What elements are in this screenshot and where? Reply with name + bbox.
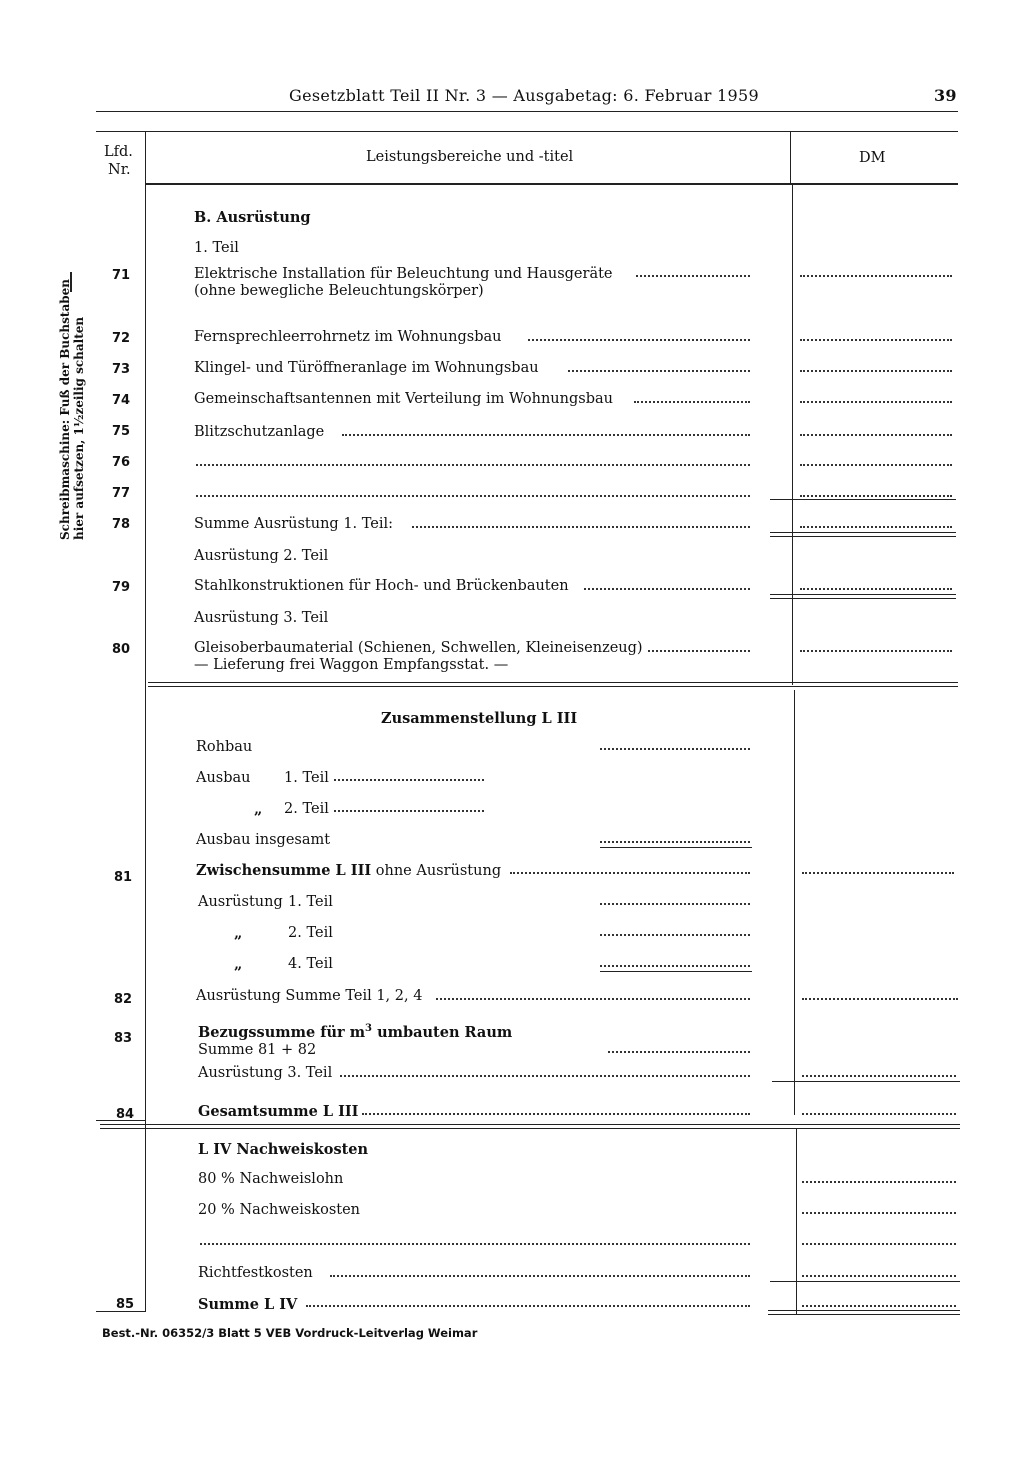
leader-dots (362, 1113, 750, 1115)
row-nr-82: 82 (114, 992, 133, 1007)
col-divider-dm-z (794, 690, 795, 1115)
leader-dots (436, 998, 750, 1000)
z-a-teil4: 4. Teil (288, 956, 333, 972)
leader-dots (648, 650, 750, 652)
row-nr-79: 79 (112, 580, 131, 595)
leader-dots (510, 872, 750, 874)
z-ausbau-insgesamt: Ausbau insgesamt (196, 832, 331, 848)
dm-dots (802, 1212, 956, 1214)
table-head-rule (146, 183, 958, 185)
dm-dots (800, 275, 952, 277)
double-rule-78 (770, 532, 956, 537)
row-nr-76: 76 (112, 455, 131, 470)
leader-dots (600, 903, 750, 905)
liv-heading: L IV Nachweiskosten (198, 1141, 369, 1158)
dm-dots (800, 370, 952, 372)
row-nr-71: 71 (112, 268, 131, 283)
z-a-teil2: 2. Teil (288, 925, 333, 941)
z-ausbau: Ausbau (196, 770, 251, 786)
row-nr-77: 77 (112, 486, 131, 501)
dm-dots (802, 1275, 956, 1277)
col-head-leistung: Leistungsbereiche und -titel (366, 149, 574, 165)
row-text-83-a3: Ausrüstung 3. Teil (198, 1065, 333, 1081)
z-ausbau-teil2: 2. Teil (284, 801, 329, 817)
sum-rule (772, 1081, 960, 1082)
section-separator-84 (100, 1124, 960, 1129)
section-b-teil3: Ausrüstung 3. Teil (194, 610, 329, 626)
row-text-83-a: Bezugssumme für m (198, 1024, 366, 1041)
dm-dots (800, 495, 952, 497)
dm-dots (800, 464, 952, 466)
col-divider-nr (145, 131, 146, 1312)
row-nr-85: 85 (116, 1297, 135, 1312)
leader-dots (528, 339, 750, 341)
margin-note (58, 279, 86, 540)
col-head-dm: DM (859, 150, 886, 166)
double-rule-85 (768, 1310, 960, 1315)
leader-dots (600, 841, 750, 843)
sum-rule (600, 847, 752, 848)
dm-dots (802, 1075, 956, 1077)
dm-dots (802, 872, 954, 874)
dm-dots (802, 1243, 956, 1245)
z-ditto: „ (254, 801, 263, 818)
row-text-81-rest: ohne Ausrüstung (375, 863, 502, 879)
row-text-71-sub: (ohne bewegliche Beleuchtungskörper) (194, 283, 484, 299)
zusammenstellung-heading: Zusammenstellung L III (381, 710, 578, 727)
row-text-72: Fernsprechleerrohrnetz im Wohnungsbau (194, 329, 502, 345)
dm-dots (800, 650, 952, 652)
dm-dots (800, 526, 952, 528)
leader-dots (330, 1275, 750, 1277)
row-text-73: Klingel- und Türöffneranlage im Wohnungsbau (194, 360, 539, 376)
sum-rule-77 (770, 499, 956, 500)
col-head-nr: Nr. (108, 162, 131, 178)
leader-dots (196, 464, 750, 466)
header-rule (96, 111, 958, 112)
margin-mark (70, 272, 72, 292)
nr-rule-84 (96, 1120, 146, 1121)
z-ditto-2: „ (234, 925, 243, 942)
z-a-teil1: 1. Teil (288, 894, 333, 910)
leader-dots (584, 588, 750, 590)
nr-rule-85 (96, 1311, 146, 1312)
row-text-79: Stahlkonstruktionen für Hoch- und Brückenbauten (194, 578, 569, 594)
row-nr-84: 84 (116, 1107, 135, 1122)
row-text-82: Ausrüstung Summe Teil 1, 2, 4 (196, 988, 423, 1004)
z-ausbau-teil1: 1. Teil (284, 770, 329, 786)
dm-dots (802, 1305, 956, 1307)
col-head-lfd: Lfd. (104, 144, 133, 160)
row-text-71: Elektrische Installation für Beleuchtung und Hausgeräte (194, 266, 613, 282)
section-separator (148, 682, 958, 687)
row-text-80: Gleisoberbaumaterial (Schienen, Schwellen, Kleineisenzeug) (194, 640, 643, 656)
leader-dots (340, 1075, 750, 1077)
section-b-teil2: Ausrüstung 2. Teil (194, 548, 329, 564)
row-nr-75: 75 (112, 424, 131, 439)
row-text-83-sub: Summe 81 + 82 (198, 1042, 317, 1058)
row-text-81 (196, 862, 501, 879)
dm-dots (800, 339, 952, 341)
dm-dots (802, 1181, 956, 1183)
dm-dots (802, 998, 958, 1000)
leader-dots (600, 748, 750, 750)
leader-dots (412, 526, 750, 528)
leader-dots (634, 401, 750, 403)
row-nr-83: 83 (114, 1031, 133, 1046)
col-divider-dm-liv (796, 1128, 797, 1314)
z-rohbau: Rohbau (196, 739, 253, 755)
row-text-83-sup: 3 (365, 1023, 373, 1035)
liv-richtfest: Richtfestkosten (198, 1265, 313, 1281)
dm-dots (800, 401, 952, 403)
leader-dots (608, 1051, 750, 1053)
footer-imprint: Best.-Nr. 06352/3 Blatt 5 VEB Vordruck-Leitverlag Weimar (102, 1326, 478, 1340)
dm-dots (802, 1113, 956, 1115)
margin-note-line2: hier aufsetzen, 1½zeilig schalten (72, 316, 86, 540)
col-divider-dm-head (790, 131, 791, 185)
row-text-74: Gemeinschaftsantennen mit Verteilung im Wohnungsbau (194, 391, 613, 407)
page-header-title: Gesetzblatt Teil II Nr. 3 — Ausgabetag: 6. Februar 1959 (289, 86, 759, 105)
row-text-80-sub: — Lieferung frei Waggon Empfangsstat. — (194, 657, 509, 673)
leader-dots (196, 495, 750, 497)
section-b-teil1: 1. Teil (194, 240, 239, 256)
leader-dots (600, 965, 750, 967)
leader-dots (200, 1243, 750, 1245)
row-nr-80: 80 (112, 642, 131, 657)
sum-rule (600, 971, 752, 972)
section-b-heading: B. Ausrüstung (194, 209, 311, 226)
z-ditto-4: „ (234, 956, 243, 973)
leader-dots (568, 370, 750, 372)
row-text-85: Summe L IV (198, 1296, 298, 1313)
double-rule-79 (770, 594, 956, 599)
liv-kosten: 20 % Nachweiskosten (198, 1202, 361, 1218)
table-top-rule (96, 131, 958, 132)
row-text-78: Summe Ausrüstung 1. Teil: (194, 516, 394, 532)
row-nr-74: 74 (112, 393, 131, 408)
leader-dots (334, 810, 484, 812)
leader-dots (306, 1305, 750, 1307)
row-nr-81: 81 (114, 870, 133, 885)
row-nr-72: 72 (112, 331, 131, 346)
row-text-81-bold: Zwischensumme L III (196, 862, 372, 879)
leader-dots (342, 434, 750, 436)
dm-dots (800, 588, 952, 590)
z-ausruestung: Ausrüstung (198, 894, 283, 910)
row-text-75: Blitzschutzanlage (194, 424, 325, 440)
liv-lohn: 80 % Nachweislohn (198, 1171, 344, 1187)
row-text-84: Gesamtsumme L III (198, 1103, 359, 1120)
col-divider-dm-b (792, 185, 793, 685)
page-number: 39 (934, 86, 957, 105)
sum-rule (770, 1281, 960, 1282)
margin-note-line1: Schreibmaschine: Fuß der Buchstaben (58, 279, 72, 540)
leader-dots (600, 934, 750, 936)
dm-dots (800, 434, 952, 436)
leader-dots (636, 275, 750, 277)
row-nr-78: 78 (112, 517, 131, 532)
row-text-83-b: umbauten Raum (377, 1024, 513, 1041)
row-text-83 (198, 1024, 512, 1041)
row-nr-73: 73 (112, 362, 131, 377)
leader-dots (334, 779, 484, 781)
